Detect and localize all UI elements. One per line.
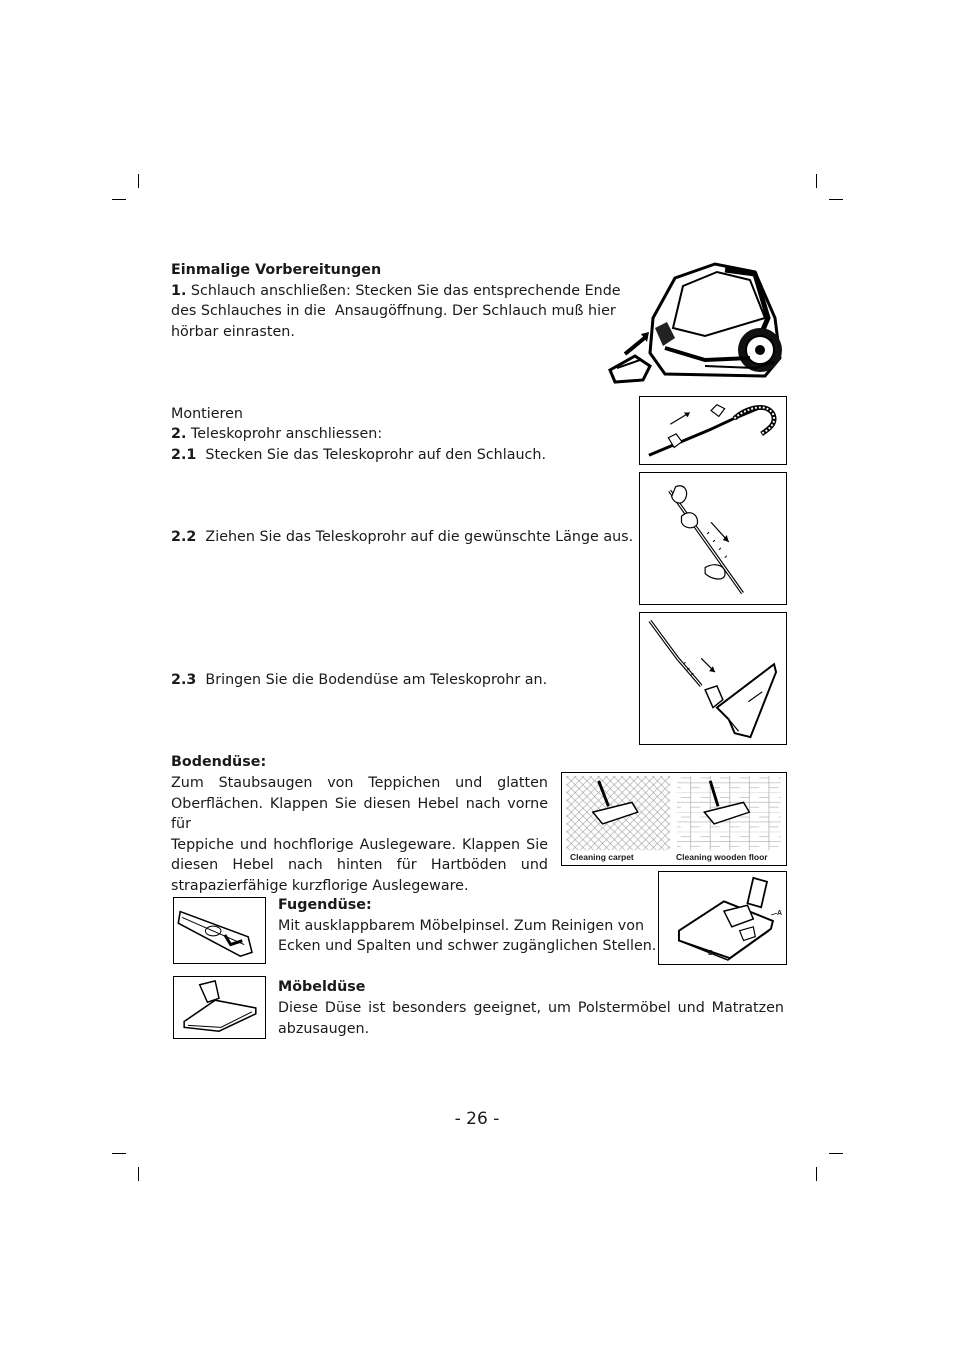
page-number: - 26 - (454, 1109, 500, 1129)
upholstery-line-2: abzusaugen. (278, 1021, 370, 1037)
crop-mark-bottom-right-vertical (816, 1167, 817, 1181)
crop-mark-top-right-horizontal (829, 199, 843, 200)
figure-crevice-tool (173, 897, 266, 964)
crevice-line-2: Ecken und Spalten und schwer zugänglichen Stellen. (278, 938, 657, 954)
step-2-1-text: Stecken Sie das Teleskoprohr auf den Schlauch. (205, 447, 546, 463)
step-1-line-3: hörbar einrasten. (171, 324, 295, 340)
figure-telescope-to-hose (639, 396, 787, 465)
step-2-3-line (171, 670, 547, 691)
crop-mark-bottom-left-horizontal (112, 1153, 126, 1154)
crop-mark-bottom-left-vertical (138, 1167, 139, 1181)
crop-mark-top-right-vertical (816, 174, 817, 188)
step-2-line (171, 424, 382, 445)
floor-nozzle-title: Bodendüse: (171, 754, 267, 770)
section-title-mounting: Montieren (171, 406, 243, 422)
step-1-line-1 (171, 281, 621, 302)
crevice-line-1: Mit ausklappbarem Möbelpinsel. Zum Reinigen von (278, 918, 645, 934)
step-2-2-line (171, 527, 633, 548)
crop-mark-top-left-horizontal (112, 199, 126, 200)
floor-nozzle-line-4: diesen Hebel nach hinten für Hartböden und (171, 857, 548, 873)
floor-nozzle-line-5: strapazierfähige kurzflorige Auslegeware. (171, 877, 469, 894)
step-2-text: Teleskoprohr anschliessen: (186, 426, 383, 442)
step-1-text: Schlauch anschließen: Stecken Sie das entsprechende Ende (186, 283, 621, 299)
figure-upholstery-nozzle (173, 976, 266, 1039)
figure-carpet-and-wood-floor (561, 772, 787, 866)
step-2-number: 2. (171, 426, 187, 442)
crevice-title: Fugendüse: (278, 897, 372, 913)
step-2-3-number: 2.3 (171, 672, 197, 688)
floor-nozzle-line-3: Teppiche und hochflorige Auslegeware. Klappen Sie (171, 836, 548, 853)
figure-attach-floor-nozzle (639, 612, 787, 745)
step-1-line-2: des Schlauches in die Ansaugöffnung. Der Schlauch muß hier (171, 303, 616, 319)
figure-floor-nozzle-lever (658, 871, 787, 965)
floor-nozzle-line-1: Zum Staubsaugen von Teppichen und glatten (171, 775, 548, 791)
label-b: B (708, 950, 714, 957)
step-2-1-line (171, 445, 546, 466)
caption-cleaning-carpet: Cleaning carpet (570, 852, 634, 862)
label-a: A (777, 910, 783, 917)
step-2-3-text: Bringen Sie die Bodendüse am Teleskoprohr an. (205, 672, 548, 688)
figure-extend-telescope (639, 472, 787, 605)
floor-nozzle-line-2: Oberflächen. Klappen Sie diesen Hebel nach vorne für (171, 795, 548, 832)
step-2-1-number: 2.1 (171, 447, 197, 463)
vacuum-cleaner-illustration (605, 258, 790, 386)
section-title-preparation: Einmalige Vorbereitungen (171, 262, 382, 278)
step-2-2-number: 2.2 (171, 529, 197, 545)
step-2-2-text: Ziehen Sie das Teleskoprohr auf die gewünschte Länge aus. (205, 529, 634, 545)
caption-cleaning-wooden-floor: Cleaning wooden floor (676, 852, 768, 862)
crop-mark-top-left-vertical (138, 174, 139, 188)
upholstery-line-1: Diese Düse ist besonders geeignet, um Polstermöbel und Matratzen (278, 1000, 784, 1016)
crop-mark-bottom-right-horizontal (829, 1153, 843, 1154)
upholstery-title: Möbeldüse (278, 979, 366, 995)
step-1-number: 1. (171, 283, 187, 299)
floor-nozzle-paragraph (171, 773, 548, 896)
